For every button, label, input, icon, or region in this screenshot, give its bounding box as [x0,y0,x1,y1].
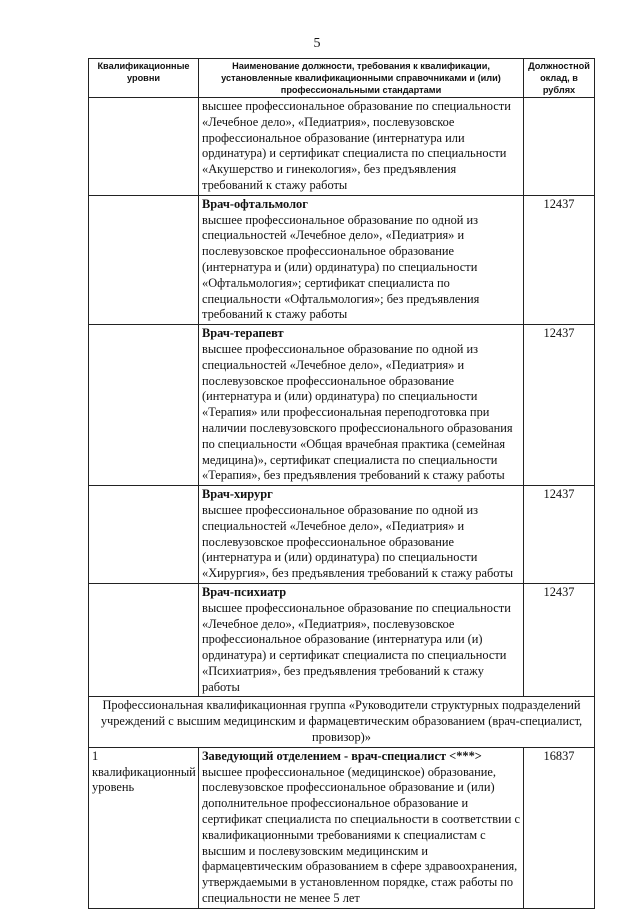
table-row [89,747,595,908]
position-title: Врач-терапевт [202,326,284,341]
salary-value: 12437 [524,325,595,486]
level-cell [89,98,199,196]
salary-cell [524,98,595,196]
header-level: Квалификационные уровни [89,59,199,98]
position-cell [199,747,524,908]
level-cell [89,195,199,324]
position-title: Врач-офтальмолог [202,196,308,211]
level-cell [89,325,199,486]
header-salary: Должностной оклад, в рублях [524,59,595,98]
group-heading-row [89,697,595,747]
table-row [89,583,595,697]
table-header-row [89,59,595,98]
level-cell [89,486,199,584]
position-cell [199,325,524,486]
level-label: 1 квалификационный уровень [89,747,199,908]
requirements-text: высшее профессиональное образование по одной из специальностей «Лечебное дело», «Педиатрия» и послевузовское профессиональное образование (интернатура и (или) ординатура) по специальности «Терапия» или профессиональная переподготовка при наличии послевузовского профессионального образования по специальности «Общая врачебная практика (семейная медицина)», сертификат специалиста по специальности «Терапия», без предъявления требований к стажу работы [202,341,513,483]
table-row [89,486,595,584]
salary-value: 12437 [524,486,595,584]
requirements-text: высшее профессиональное (медицинское) образование, послевузовское профессиональное образование и (или) дополнительное профессиональное образование и сертификат специалиста по специальности в соответствии с квалификационными требованиями к специалистам с высшим и послевузовским медицинским и фармацевтическим образованием в сфере здравоохранения, утверждаемыми в установленном порядке, стаж работы по специальности не менее 5 лет [202,764,520,906]
position-cell [199,98,524,196]
table-row [89,98,595,196]
requirements-text: высшее профессиональное образование по специальности «Лечебное дело», «Педиатрия», послевузовское профессиональное образование (интернатура или ординатура) и сертификат специалиста по специальности «Акушерство и гинекология», без предъявления требований к стажу работы [202,99,511,192]
salary-value: 16837 [524,747,595,908]
position-cell [199,195,524,324]
position-title: Врач-хирург [202,487,273,502]
salary-value: 12437 [524,583,595,697]
salary-value: 12437 [524,195,595,324]
requirements-text: высшее профессиональное образование по специальности «Лечебное дело», «Педиатрия», послевузовское профессиональное образование (интернатура или (и) ординатура) и сертификат специалиста по специальности «Психиатрия», без предъявления требований к стажу работы [202,600,511,694]
table-row [89,195,595,324]
requirements-text: высшее профессиональное образование по одной из специальностей «Лечебное дело», «Педиатрия» и послевузовское профессиональное образование (интернатура и (или) ординатура) по специальности «Офтальмология»; сертификат специалиста по специальности «Офтальмология»; без предъявления требований к стажу работы [202,212,480,322]
page-number: 5 [313,36,321,51]
group-heading: Профессиональная квалификационная группа «Руководители структурных подразделений учреждений с высшим медицинским и фармацевтическим образованием (врач-специалист, провизор)» [89,697,595,747]
level-cell [89,583,199,697]
position-cell [199,583,524,697]
position-title: Врач-психиатр [202,584,287,599]
salary-table [88,58,595,909]
table-row [89,325,595,486]
position-cell [199,486,524,584]
position-title: Заведующий отделением - врач-специалист <***> [202,748,482,763]
header-position: Наименование должности, требования к квалификации, установленные квалификационными справочниками и (или) профессиональными стандартами [199,59,524,98]
requirements-text: высшее профессиональное образование по одной из специальностей «Лечебное дело», «Педиатрия» и послевузовское профессиональное образование (интернатура и (или) ординатура) по специальности «Хирургия», без предъявления требований к стажу работы [202,502,514,581]
